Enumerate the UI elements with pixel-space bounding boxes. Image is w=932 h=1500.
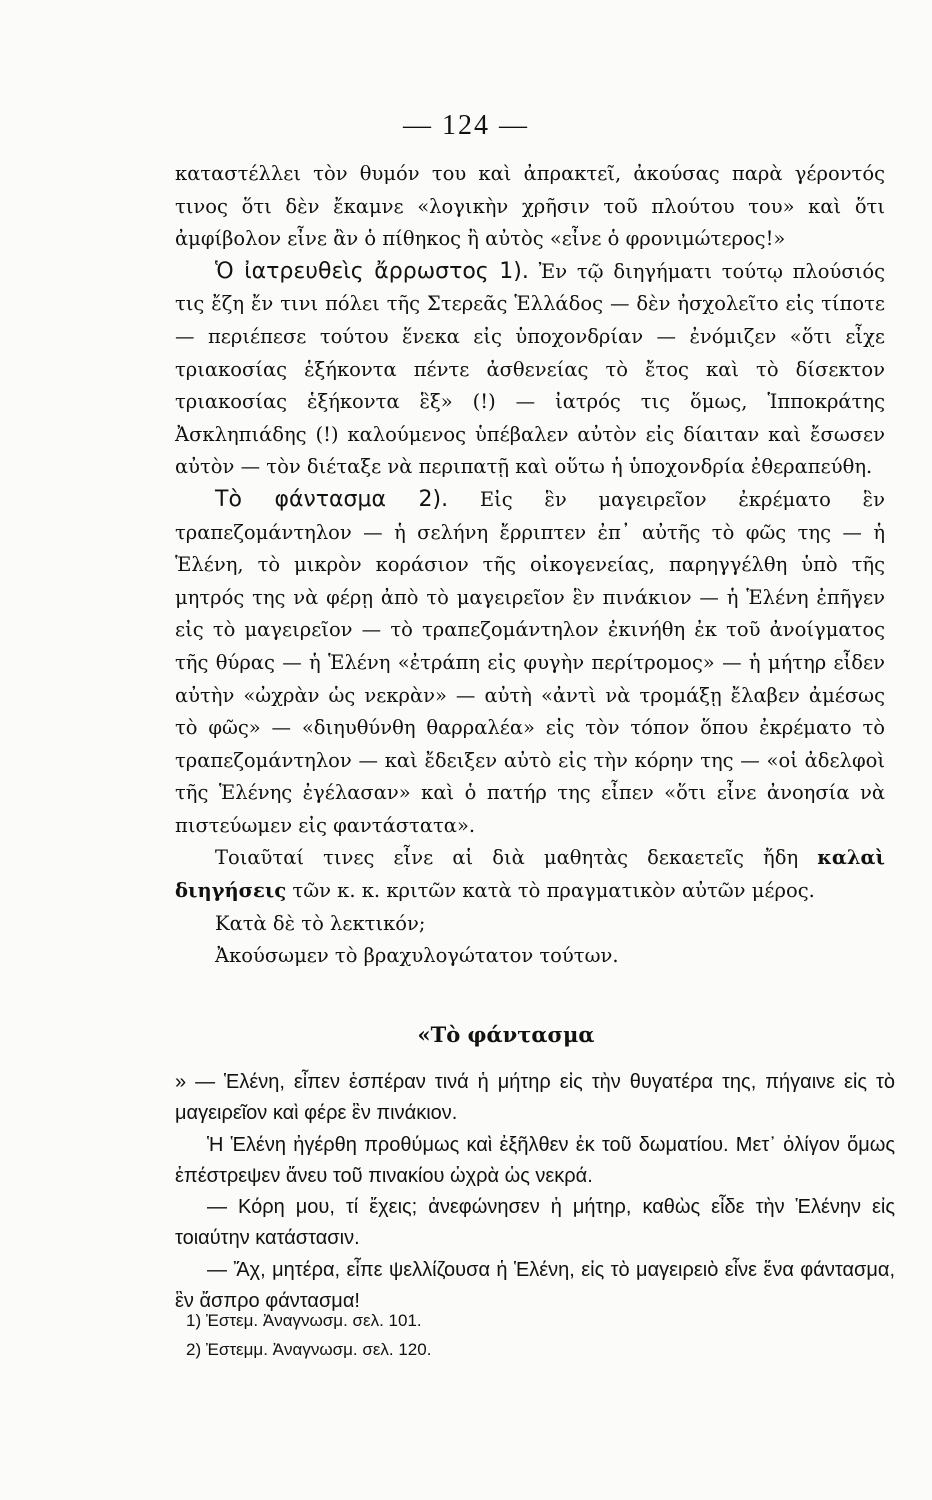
footnotes (186, 1306, 686, 1364)
main-text (175, 158, 885, 973)
paragraph-4-after: τῶν κ. κ. κριτῶν κατὰ τὸ πραγματικὸν αὐτῶν μέρος. (292, 879, 815, 903)
paragraph-3-text: Εἰς ἓν μαγειρεῖον ἐκρέματο ἓν τραπεζομάντηλον — ἡ σελήνη ἔρριπτεν ἐπ᾽ αὐτῆς τὸ φῶς της — ἡ Ἑλένη, τὸ μικρὸν κοράσιον τῆς οἰκογενείας, παρηγγέλθη ὑπὸ τῆς μητρός της νὰ φέρῃ ἀπὸ τὸ μαγειρεῖον ἓν πινάκιον — ἡ Ἑλένη ἐπῆγεν εἰς τὸ μαγειρεῖον — τὸ τραπεζομάντηλον ἐκινήθη ἐκ τοῦ ἀνοίγματος τῆς θύρας — ἡ Ἑλένη «ἐτράπη εἰς φυγὴν περίτρομος» — ἡ μήτηρ εἶδεν αὐτὴν «ὠχρὰν ὡς νεκρὰν» — αὐτὴ «ἀντὶ νὰ τρομάξῃ ἔλαβεν ἀμέσως τὸ φῶς» — «διηυθύνθη θαρραλέα» εἰς τὸν τόπον ὅπου ἐκρέματο τὸ τραπεζομάντηλον — καὶ ἔδειξεν αὐτὸ εἰς τὴν κόρην της — «οἱ ἀδελφοὶ τῆς Ἑλένης ἐγέλασαν» καὶ ὁ πατήρ της εἶπεν «ὅτι εἶνε ἀνοησία νὰ πιστεύωμεν εἰς φαντάστατα». (175, 487, 885, 837)
story-paragraph: Ἡ Ἑλένη ἠγέρθη προθύμως καὶ ἐξῆλθεν ἐκ τοῦ δωματίου. Μετ᾽ ὀλίγον ὅμως ἐπέστρεψεν ἄνευ τοῦ πινακίου ὠχρὰ ὡς νεκρά. (175, 1133, 895, 1187)
footnote-2: 2) Ἐστεμμ. Ἀναγνωσμ. σελ. 120. (186, 1340, 432, 1359)
story-paragraph: — Κόρη μου, τί ἔχεις; ἀνεφώνησεν ἡ μήτηρ, καθὼς εἶδε τὴν Ἑλένην εἰς τοιαύτην κατάστασιν. (175, 1196, 895, 1250)
paragraph-5: Κατὰ δὲ τὸ λεκτικόν; (215, 911, 426, 935)
footnote-1: 1) Ἐστεμ. Ἀναγνωσμ. σελ. 101. (186, 1311, 422, 1330)
paragraph-4-bold: καλαὶ διηγήσεις (175, 846, 885, 903)
story-paragraph: » — Ἑλένη, εἶπεν ἑσπέραν τινά ἡ μήτηρ εἰς τὴν θυγατέρα της, πήγαινε εἰς τὸ μαγειρεῖον καὶ φέρε ἓν πινάκιον. (175, 1071, 895, 1125)
paragraph-2 (175, 256, 885, 484)
story-title-patient: Ὁ ἰατρευθεὶς ἄρρωστος 1). (215, 258, 529, 284)
paragraph-6: Ἀκούσωμεν τὸ βραχυλογώτατον τούτων. (215, 944, 619, 968)
page-number: — 124 — (403, 110, 529, 141)
paragraph-4-before: Τοιαῦταί τινες εἶνε αἱ διὰ μαθητὰς δεκαετεῖς ἤδη (215, 846, 799, 870)
story-paragraph: — Ἄχ, μητέρα, εἶπε ψελλίζουσα ἡ Ἑλένη, εἰς τὸ μαγειρειὸ εἶνε ἕνα φάντασμα, ἓν ἄσπρο φάντασμα! (175, 1258, 895, 1313)
paragraph-3 (175, 484, 885, 843)
paragraph-1: καταστέλλει τὸν θυμόν του καὶ ἀπρακτεῖ, ἀκούσας παρὰ γέροντός τινος ὅτι δὲν ἔκαμνε «λογικὴν χρῆσιν τοῦ πλούτου του» καὶ ὅτι ἀμφίβολον εἶνε ἂν ὁ πίθηκος ἢ αὐτὸς «εἶνε ὁ φρονιμώτερος!» (175, 162, 885, 251)
quoted-story (175, 1067, 895, 1317)
story-title-ghost: Τὸ φάντασμα 2). (215, 486, 449, 512)
paragraph-2-text: Ἐν τῷ διηγήματι τούτῳ πλούσιός τις ἔζη ἔν τινι πόλει τῆς Στερεᾶς Ἑλλάδος — δὲν ἠσχολεῖτο εἰς τίποτε — περιέπεσε τούτου ἕνεκα εἰς ὑποχονδρίαν — ἐνόμιζεν «ὅτι εἶχε τριακοσίας ἑξήκοντα πέντε ἀσθενείας τὸ ἔτος καὶ τὸ δίσεκτον τριακοσίας ἑξήκοντα ἓξ» (!) — ἰατρός τις ὅμως, Ἱπποκράτης Ἀσκληπιάδης (!) καλούμενος ὑπέβαλεν αὐτὸν εἰς δίαιταν καὶ ἔσωσεν αὐτὸν — τὸν διέταξε νὰ περιπατῇ καὶ οὕτω ἡ ὑποχονδρία ἐθεραπεύθη. (175, 259, 885, 479)
section-title: «Τὸ φάντασμα (417, 1022, 595, 1047)
paragraph-4 (175, 842, 885, 907)
